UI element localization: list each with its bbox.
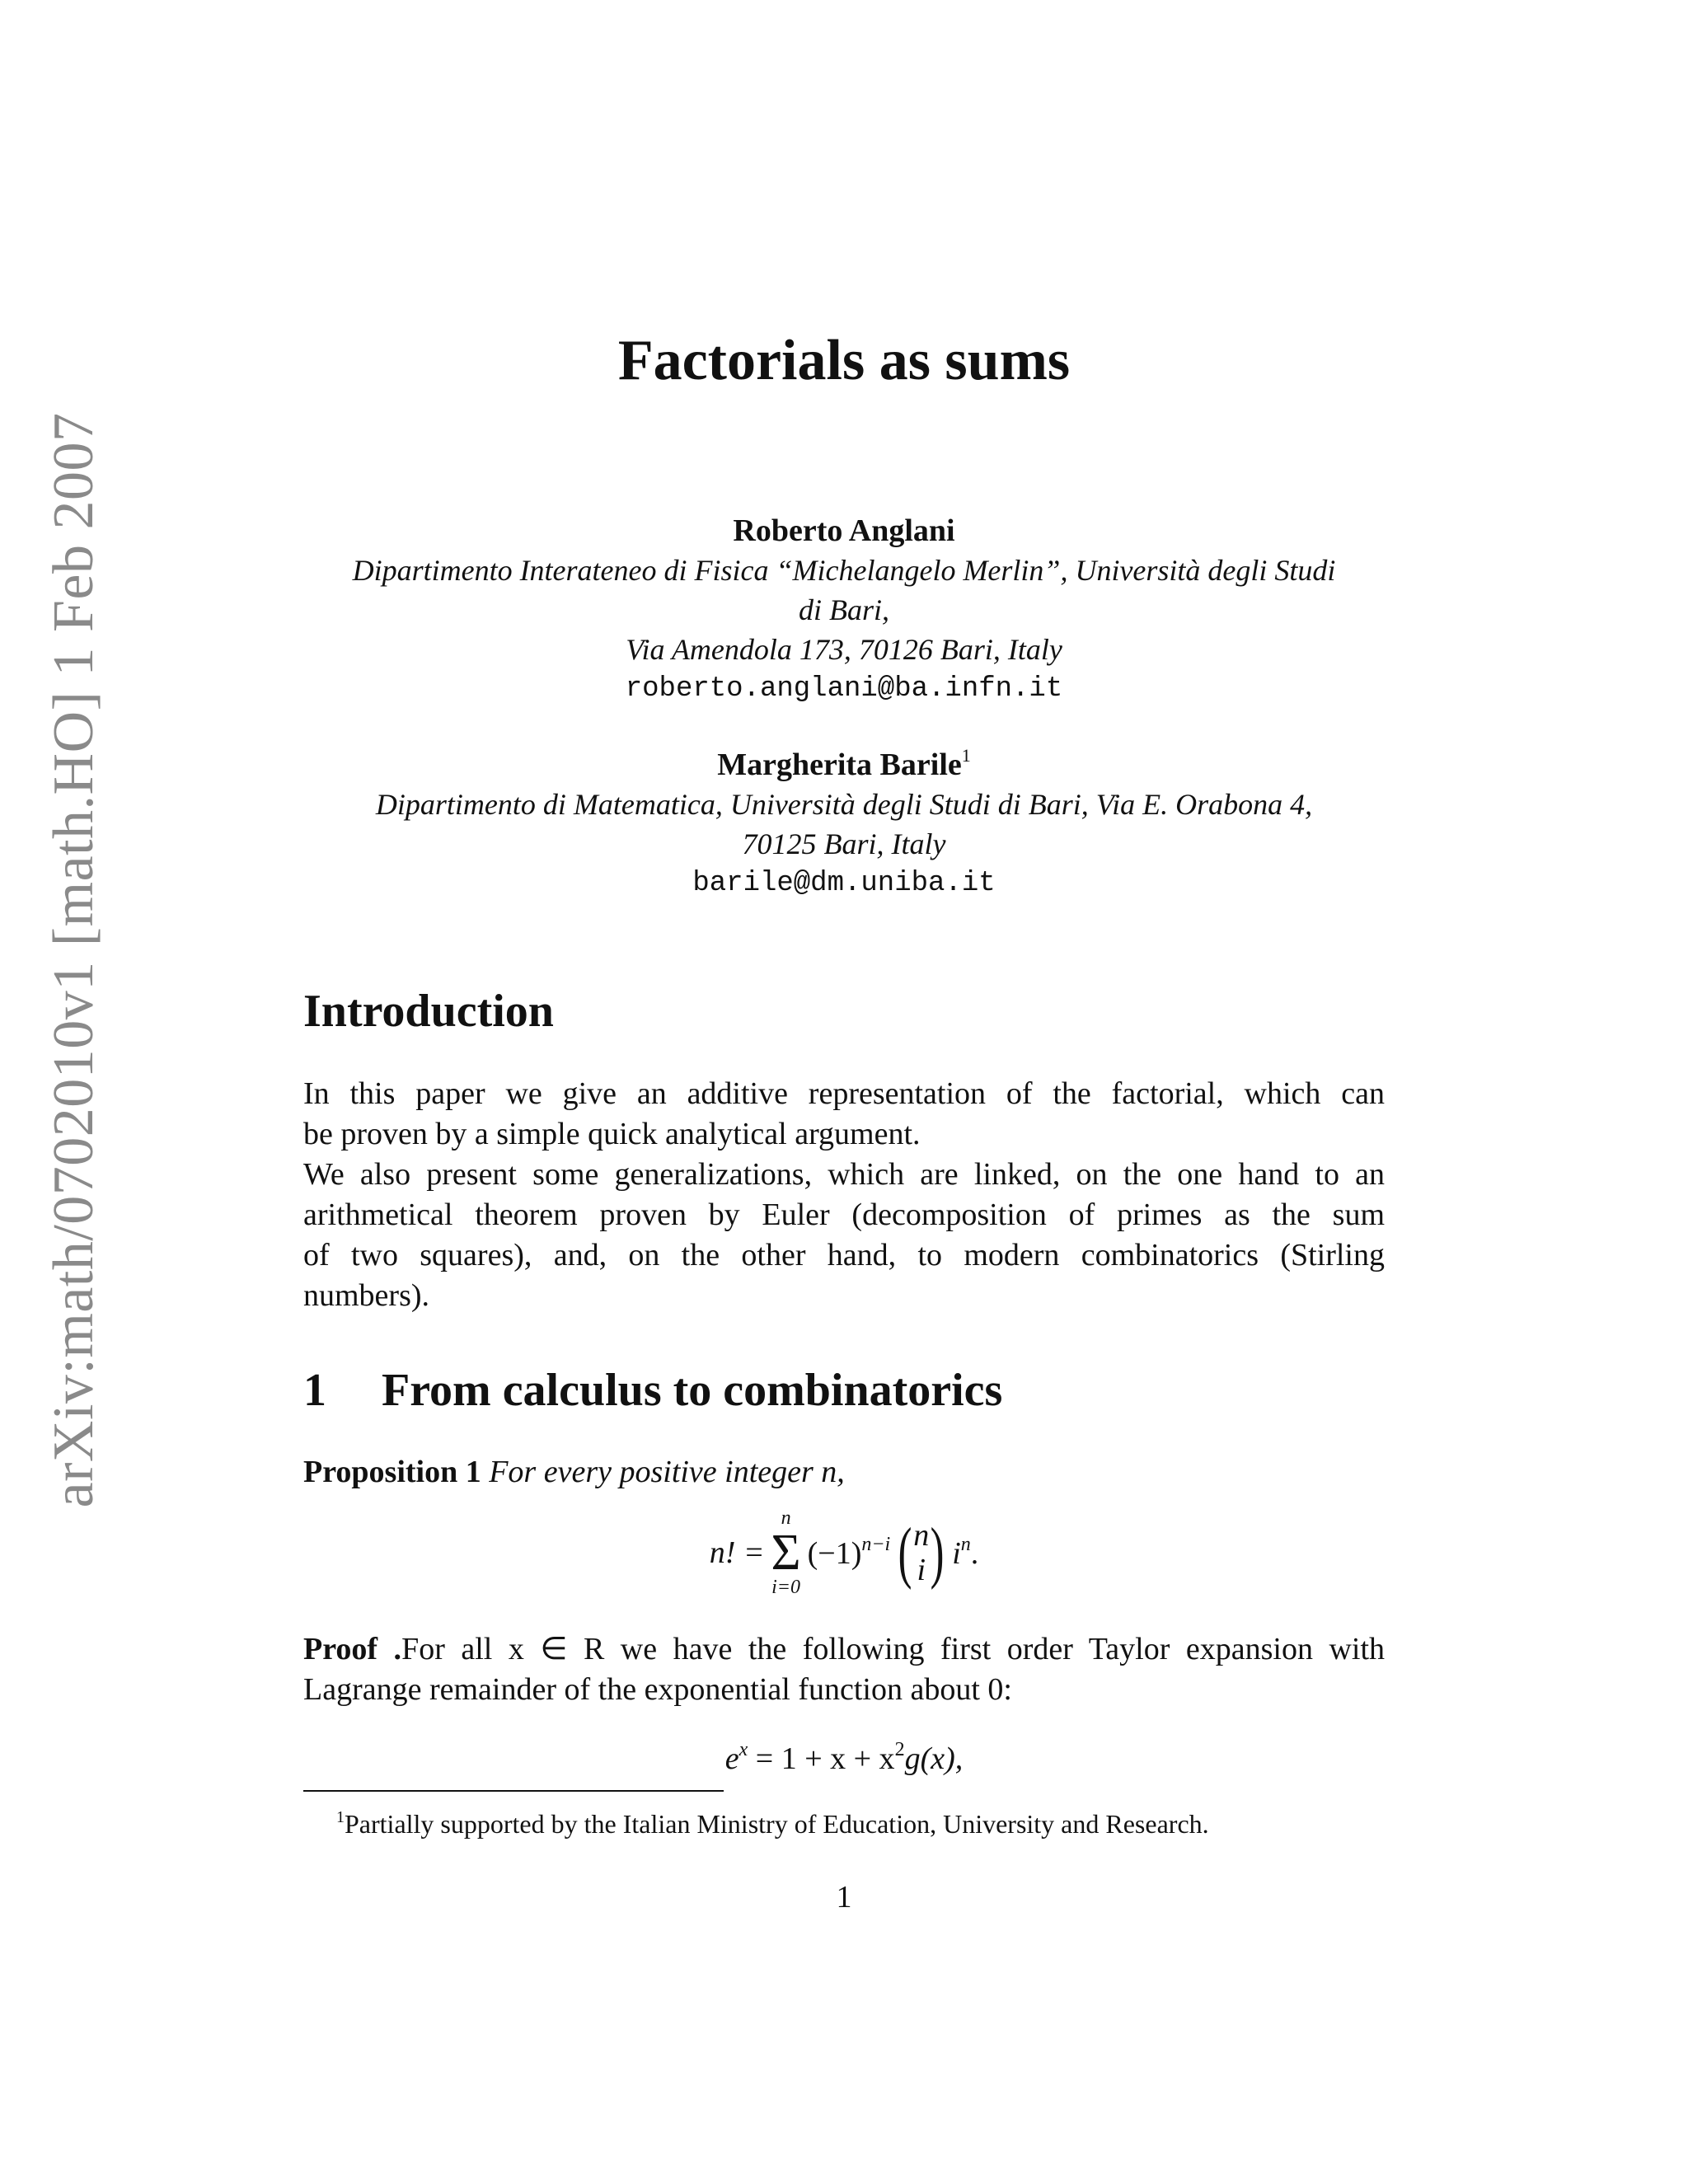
proof-text	[303, 1629, 1385, 1710]
introduction-body	[303, 1074, 1385, 1316]
text-line: Proof .For all x ∈ R we have the following first order Taylor expansion with	[303, 1632, 1386, 1666]
summation	[771, 1508, 801, 1597]
proposition-text: For every positive integer n,	[489, 1455, 845, 1489]
equation-lhs: n! =	[709, 1535, 765, 1570]
paper-title: Factorials as sums	[617, 329, 1071, 392]
footnote-mark[interactable]: 1	[961, 745, 971, 766]
footnote	[336, 1801, 1209, 1840]
equation-factorial-sum	[0, 1508, 1688, 1597]
author-block-1	[305, 511, 1383, 709]
text-line: Lagrange remainder of the exponential function about 0:	[303, 1672, 1012, 1707]
page-number: 1	[836, 1880, 852, 1915]
footnote-text: Partially supported by the Italian Ministry of Education, University and Research.	[345, 1809, 1209, 1839]
proof-label: Proof .	[303, 1632, 402, 1666]
proposition	[303, 1452, 1385, 1493]
author-name: Margherita Barile$^1$	[717, 745, 971, 782]
author-email[interactable]: barile@dm.uniba.it	[692, 868, 996, 899]
author-affiliation-line: Via Amendola 173, 70126 Bari, Italy	[626, 633, 1062, 666]
author-affiliation-line: Dipartimento di Matematica, Università degli Studi di Bari, Via E. Orabona 4,	[375, 788, 1313, 821]
text-line: be proven by a simple quick analytical argument.	[303, 1117, 921, 1151]
text-line: of two squares), and, on the other hand, to modern combinatorics (Stirling	[303, 1238, 1385, 1272]
binom-bottom: i	[917, 1553, 926, 1587]
author-email[interactable]: roberto.anglani@ba.infn.it	[625, 673, 1063, 705]
footnote-mark: 1	[336, 1808, 345, 1826]
introduction-heading: Introduction	[303, 986, 554, 1037]
sum-lower-limit: i=0	[771, 1577, 800, 1598]
proposition-label: Proposition 1	[303, 1455, 481, 1489]
author-affiliation-line: di Bari,	[798, 593, 889, 626]
author-name: Roberto Anglani	[733, 513, 955, 548]
power-term: $i^n$.	[952, 1534, 979, 1571]
section-title: From calculus to combinatorics	[382, 1365, 1003, 1416]
sign-term: $(-1)^{n-i}$	[807, 1534, 891, 1571]
section-number: 1	[303, 1365, 326, 1416]
author-block-2	[305, 736, 1383, 903]
text-line: arithmetical theorem proven by Euler (decomposition of primes as the sum	[303, 1197, 1385, 1232]
binomial-coefficient: ( n i )	[898, 1514, 945, 1591]
sigma-symbol: Σ	[771, 1525, 801, 1581]
section-1-heading	[303, 1364, 1002, 1417]
author-affiliation-line: Dipartimento Interateneo di Fisica “Michelangelo Merlin”, Università degli Studi	[352, 554, 1336, 587]
text-line: In this paper we give an additive representation of the factorial, which can	[303, 1076, 1385, 1111]
text-line: numbers).	[303, 1278, 430, 1313]
binom-top: n	[913, 1518, 930, 1553]
taylor-expansion: $e^x = 1 + x + x^2g(x)$,	[724, 1739, 964, 1776]
equation-taylor	[0, 1739, 1688, 1777]
footnote-rule	[303, 1790, 724, 1792]
sum-upper-limit: n	[781, 1507, 791, 1529]
arxiv-identifier: arXiv:math/0702010v1 [math.HO] 1 Feb 2007	[42, 412, 106, 1508]
author-affiliation-line: 70125 Bari, Italy	[742, 827, 946, 860]
text-line: We also present some generalizations, which are linked, on the one hand to an	[303, 1157, 1385, 1192]
